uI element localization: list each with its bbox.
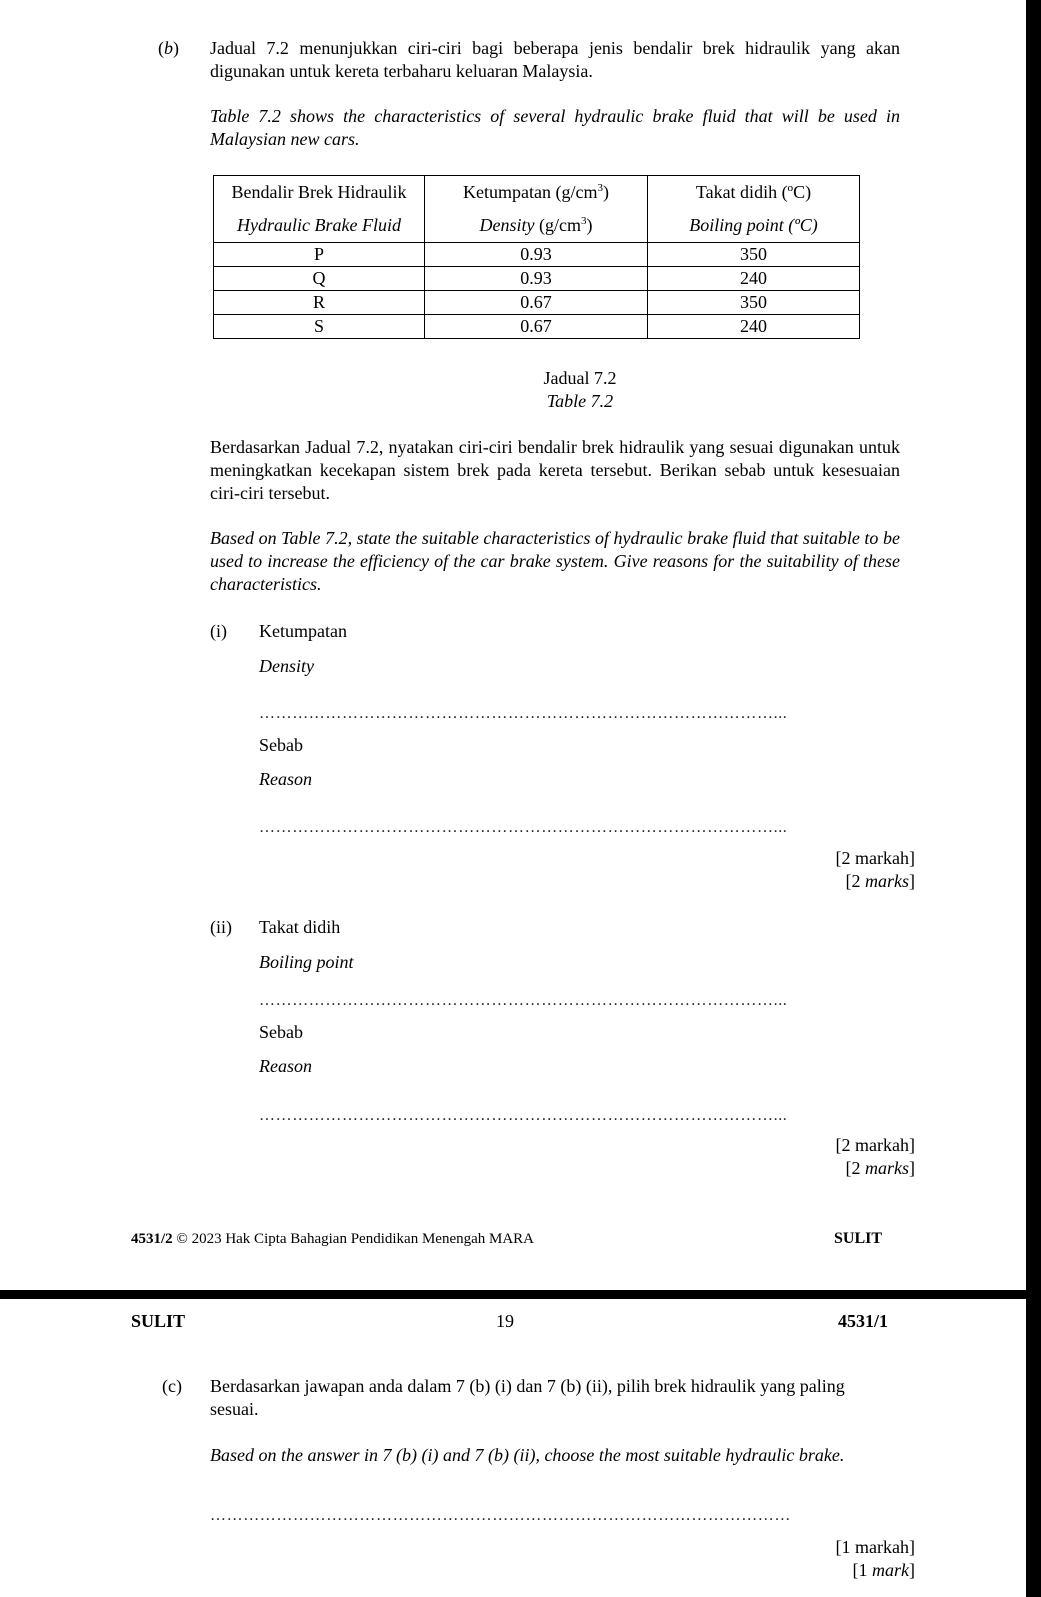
question-en: Based on Table 7.2, state the suitable characteristics of hydraulic brake fluid that suitable to be used to increase the efficiency of the car brake system. Give reasons for the suitability of these characteristics. xyxy=(210,528,900,594)
part-c-ms: Berdasarkan jawapan anda dalam 7 (b) (i) dan 7 (b) (ii), pilih brek hidraulik yang paling sesuai. xyxy=(210,1376,845,1419)
table-row xyxy=(214,243,860,267)
header-density-ms: Ketumpatan (g/cm xyxy=(463,182,598,202)
sub-i-label: (i) xyxy=(210,621,227,641)
sub-ii-title-en: Boiling point xyxy=(259,952,354,972)
answer-line[interactable]: …………………………………………………………………………………... xyxy=(259,819,788,836)
question-ms: Berdasarkan Jadual 7.2, nyatakan ciri-ciri bendalir brek hidraulik yang sesuai digunakan untuk meningkatkan kecekapan sistem brek pada kereta tersebut. Berikan sebab untuk kesesuaian ciri-ciri tersebut. xyxy=(210,437,900,503)
cell-fluid: P xyxy=(214,243,425,267)
sub-ii-reason-ms: Sebab xyxy=(259,1022,303,1042)
sub-i-marks-ms: [2 markah] xyxy=(835,848,915,868)
sub-ii-marks-en xyxy=(700,1157,915,1180)
marks-word: marks xyxy=(865,871,909,891)
marks-word: mark xyxy=(872,1560,909,1580)
part-b-intro-en: Table 7.2 shows the characteristics of several hydraulic brake fluid that will be used in Malaysian new cars. xyxy=(210,106,900,149)
header-boiling-ms: Takat didih (ºC) xyxy=(695,182,812,202)
cell-boiling: 350 xyxy=(648,291,860,315)
marks-open: [2 xyxy=(845,871,865,891)
answer-line[interactable]: …………………………………………………………………………………………… xyxy=(210,1507,791,1524)
part-b-label: (b) xyxy=(158,38,179,58)
header-fluid xyxy=(214,176,425,243)
marks-word: marks xyxy=(865,1158,909,1178)
sub-i-marks-en xyxy=(700,870,915,893)
cell-density: 0.67 xyxy=(425,315,648,339)
answer-line[interactable]: …………………………………………………………………………………... xyxy=(259,705,788,722)
sub-ii-reason-en: Reason xyxy=(259,1056,312,1076)
cell-boiling: 350 xyxy=(648,243,860,267)
part-b-letter: b xyxy=(164,38,173,58)
brake-fluid-table xyxy=(213,175,860,339)
footer-copyright: © 2023 Hak Cipta Bahagian Pendidikan Menengah MARA xyxy=(172,1231,535,1247)
marks-open: [2 xyxy=(845,1158,865,1178)
marks-close: ] xyxy=(909,1560,915,1580)
part-c-marks-en xyxy=(700,1559,915,1582)
marks-close: ] xyxy=(909,1158,915,1178)
footer-status: SULIT xyxy=(834,1230,883,1247)
cell-density: 0.93 xyxy=(425,243,648,267)
cell-fluid: Q xyxy=(214,267,425,291)
table-row xyxy=(214,267,860,291)
cell-density: 0.67 xyxy=(425,291,648,315)
part-b-intro-ms: Jadual 7.2 menunjukkan ciri-ciri bagi beberapa jenis bendalir brek hidraulik yang akan digunakan untuk kereta terbaharu keluaran Malaysia. xyxy=(210,38,900,81)
sub-i-title-ms: Ketumpatan xyxy=(259,621,347,641)
sub-i-reason-ms: Sebab xyxy=(259,735,303,755)
paren: ) xyxy=(586,215,593,235)
header-paper-code: 4531/1 xyxy=(837,1311,888,1331)
header-fluid-en: Hydraulic Brake Fluid xyxy=(237,215,401,235)
header-boiling xyxy=(648,176,860,243)
table-caption-en: Table 7.2 xyxy=(546,391,614,411)
cell-density: 0.93 xyxy=(425,267,648,291)
superscript: 3 xyxy=(580,215,587,227)
sub-i-title-en: Density xyxy=(259,656,314,676)
sub-ii-label: (ii) xyxy=(210,917,232,937)
answer-line[interactable]: …………………………………………………………………………………... xyxy=(259,992,788,1009)
answer-line[interactable]: …………………………………………………………………………………... xyxy=(259,1107,788,1124)
sub-ii-marks-ms: [2 markah] xyxy=(835,1135,915,1155)
density-unit: (g/cm xyxy=(534,215,581,235)
table-header-row xyxy=(214,176,860,243)
header-fluid-ms: Bendalir Brek Hidraulik xyxy=(231,182,407,202)
table-row xyxy=(214,315,860,339)
part-c-en: Based on the answer in 7 (b) (i) and 7 (b) (ii), choose the most suitable hydraulic brake. xyxy=(210,1445,845,1465)
header-density xyxy=(425,176,648,243)
sub-i-reason-en: Reason xyxy=(259,769,312,789)
page-footer xyxy=(131,1230,534,1248)
part-c-label: (c) xyxy=(162,1376,182,1396)
cell-fluid: S xyxy=(214,315,425,339)
table-caption-ms: Jadual 7.2 xyxy=(543,368,617,388)
footer-code: 4531/2 xyxy=(131,1231,173,1247)
cell-fluid: R xyxy=(214,291,425,315)
page-number: 19 xyxy=(496,1311,514,1331)
header-density-en: Density xyxy=(479,215,535,235)
sub-ii-title-ms: Takat didih xyxy=(259,917,341,937)
table-row xyxy=(214,291,860,315)
cell-boiling: 240 xyxy=(648,315,860,339)
part-c-marks-ms: [1 markah] xyxy=(835,1537,915,1557)
superscript: 3 xyxy=(597,182,603,194)
header-status: SULIT xyxy=(131,1311,186,1331)
exam-page-2 xyxy=(0,1299,1026,1597)
paren: ) xyxy=(602,182,609,202)
marks-open: [1 xyxy=(852,1560,872,1580)
header-boiling-en: Boiling point (ºC) xyxy=(689,215,818,235)
cell-boiling: 240 xyxy=(648,267,860,291)
page-separator xyxy=(0,1290,1041,1299)
marks-close: ] xyxy=(909,871,915,891)
